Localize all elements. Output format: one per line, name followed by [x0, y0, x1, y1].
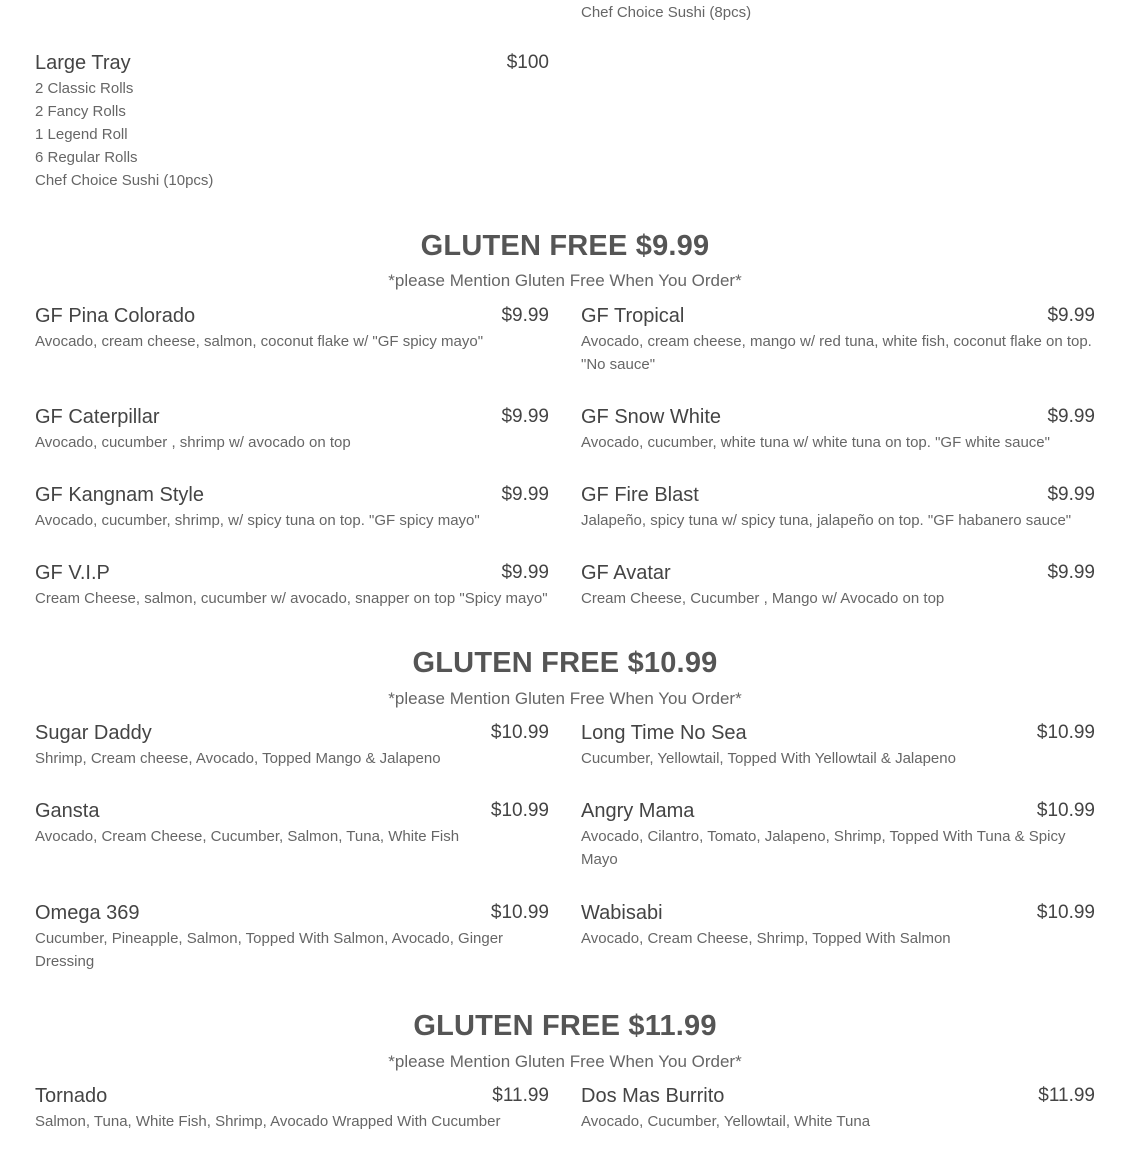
item-name: GF Fire Blast: [581, 484, 699, 506]
item-description: Avocado, Cream Cheese, Shrimp, Topped With Salmon: [581, 930, 951, 947]
section-note: *please Mention Gluten Free When You Order*: [388, 271, 742, 290]
item-name: GF Caterpillar: [35, 406, 160, 428]
section-note: *please Mention Gluten Free When You Order*: [388, 1052, 742, 1071]
tray-line: 6 Regular Rolls: [35, 149, 138, 166]
item-price: $9.99: [501, 406, 549, 427]
item-name: Sugar Daddy: [35, 722, 152, 744]
item-price: $10.99: [490, 722, 549, 743]
item-name: Gansta: [35, 800, 100, 822]
item-price: $10.99: [1036, 722, 1095, 743]
item-price: $9.99: [1047, 484, 1095, 505]
item-description: Cucumber, Yellowtail, Topped With Yellowtail & Jalapeno: [581, 750, 956, 767]
tray-line: 1 Legend Roll: [35, 126, 128, 143]
item-description: Salmon, Tuna, White Fish, Shrimp, Avocado Wrapped With Cucumber: [35, 1113, 501, 1130]
item-price: $11.99: [1038, 1085, 1095, 1106]
item-name: Large Tray: [35, 52, 131, 74]
item-price: $9.99: [501, 484, 549, 505]
item-name: Omega 369: [35, 902, 140, 924]
item-description: Avocado, cucumber, white tuna w/ white tuna on top. "GF white sauce": [581, 434, 1050, 451]
tray-line: Chef Choice Sushi (10pcs): [35, 172, 214, 189]
item-price: $11.99: [492, 1085, 549, 1106]
item-name: GF Snow White: [581, 406, 722, 428]
item-name: Long Time No Sea: [581, 722, 747, 744]
item-price: $9.99: [501, 305, 549, 326]
item-price: $10.99: [490, 902, 549, 923]
item-description: Avocado, cucumber , shrimp w/ avocado on top: [35, 434, 351, 451]
item-price: $9.99: [501, 562, 549, 583]
item-description: Avocado, cream cheese, mango w/ red tuna, white fish, coconut flake on top. "No sauce": [581, 333, 1092, 373]
item-price: $100: [506, 52, 549, 73]
item-description: Jalapeño, spicy tuna w/ spicy tuna, jalapeño on top. "GF habanero sauce": [581, 512, 1072, 529]
item-name: Wabisabi: [581, 902, 663, 924]
section-title: GLUTEN FREE $9.99: [420, 230, 710, 262]
item-price: $10.99: [1036, 800, 1095, 821]
item-name: GF Pina Colorado: [35, 305, 196, 327]
tray-line: 2 Classic Rolls: [35, 80, 134, 97]
partial-item-line: Chef Choice Sushi (8pcs): [581, 4, 752, 21]
item-name: GF V.I.P: [35, 562, 110, 584]
item-description: Avocado, Cream Cheese, Cucumber, Salmon, Tuna, White Fish: [35, 828, 460, 845]
item-description: Cream Cheese, salmon, cucumber w/ avocado, snapper on top "Spicy mayo": [35, 590, 548, 607]
item-description: Avocado, Cilantro, Tomato, Jalapeno, Shrimp, Topped With Tuna & Spicy Mayo: [581, 828, 1066, 868]
item-name: Dos Mas Burrito: [581, 1085, 725, 1107]
item-price: $10.99: [1036, 902, 1095, 923]
item-description: Cream Cheese, Cucumber , Mango w/ Avocado on top: [581, 590, 945, 607]
item-description: Shrimp, Cream cheese, Avocado, Topped Mango & Jalapeno: [35, 750, 441, 767]
item-name: Tornado: [35, 1085, 108, 1107]
item-name: Angry Mama: [581, 800, 695, 822]
tray-line: 2 Fancy Rolls: [35, 103, 126, 120]
section-title: GLUTEN FREE $11.99: [413, 1010, 717, 1042]
section-note: *please Mention Gluten Free When You Order*: [388, 689, 742, 708]
item-name: GF Tropical: [581, 305, 685, 327]
item-price: $10.99: [490, 800, 549, 821]
item-price: $9.99: [1047, 562, 1095, 583]
item-description: Avocado, cucumber, shrimp, w/ spicy tuna on top. "GF spicy mayo": [35, 512, 480, 529]
section-title: GLUTEN FREE $10.99: [412, 647, 718, 679]
item-name: GF Kangnam Style: [35, 484, 204, 506]
item-description: Avocado, cream cheese, salmon, coconut flake w/ "GF spicy mayo": [35, 333, 484, 350]
item-name: GF Avatar: [581, 562, 671, 584]
item-description: Avocado, Cucumber, Yellowtail, White Tuna: [581, 1113, 871, 1130]
item-contents: [35, 77, 549, 192]
item-price: $9.99: [1047, 305, 1095, 326]
item-price: $9.99: [1047, 406, 1095, 427]
item-description: Cucumber, Pineapple, Salmon, Topped With Salmon, Avocado, Ginger Dressing: [35, 930, 504, 970]
